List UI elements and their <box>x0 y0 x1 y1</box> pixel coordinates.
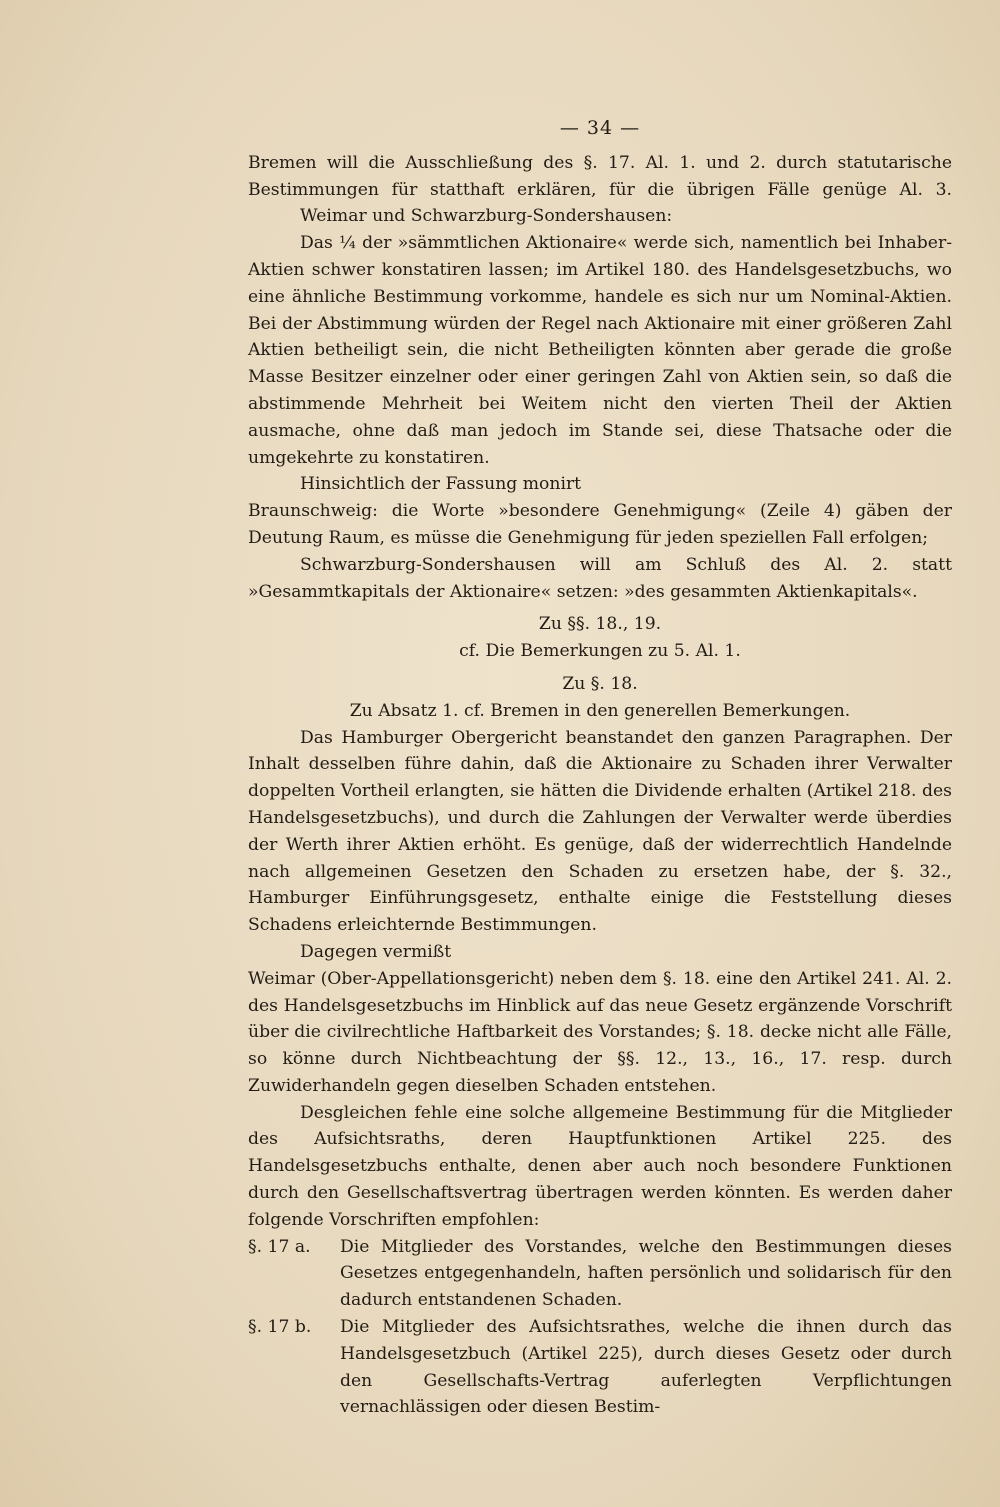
paragraph-weimar-heading: Weimar und Schwarzburg-Sondershausen: <box>300 206 673 227</box>
heading-zu-18-19: Zu §§. 18., 19. <box>538 614 662 635</box>
paragraph-dagegen: Dagegen vermißt <box>300 941 452 962</box>
paragraph-hamburger-obergericht: Das Hamburger Obergericht beanstandet den ganzen Paragraphen. Der Inhalt desselben führe dahin, daß die Aktionaire zu Schaden ihrer Verwalter doppelten Vortheil erlangten, sie hätten die Dividende erhalten (Artikel 218. des Handelsgesetzbuchs), und durch die Zahlungen der Verwalter werde überdies der Werth ihrer Aktien erhöht. Es genüge, daß der widerrechtlich Handelnde nach allgemeinen Gesetzen den Schaden zu ersetzen habe, der §. 32., Hamburger Einführungsgesetz, enthalte einige die Feststellung dieses Schadens erleichternde Bestimmungen. <box>248 727 952 936</box>
paragraph-braunschweig: Braunschweig: die Worte »besondere Genehmigung« (Zeile 4) gäben der Deutung Raum, es müsse die Genehmigung für jeden speziellen Fall erfolgen; <box>248 501 952 548</box>
paragraph-desgleichen: Desgleichen fehle eine solche allgemeine Bestimmung für die Mitglieder des Aufsichtsraths, deren Hauptfunktionen Artikel 225. des Handelsgesetzbuchs enthalte, denen aber auch noch besondere Funktionen durch den Gesellschaftsvertrag übertragen werden könnten. Es werden daher folgende Vorschriften empfohlen: <box>248 1102 952 1230</box>
paragraph-fassung: Hinsichtlich der Fassung monirt <box>300 474 582 495</box>
page-number: — 34 — <box>559 117 641 139</box>
section-17a <box>248 1234 952 1314</box>
crossref-bemerkungen: cf. Die Bemerkungen zu 5. Al. 1. <box>459 641 741 662</box>
paragraph-bremen: Bremen will die Ausschließung des §. 17. Al. 1. und 2. durch statutarische Bestimmungen für statthaft erklären, für die übrigen Fälle genüge Al. 3. <box>248 152 952 200</box>
paragraph-weimar-oag: Weimar (Ober-Appellationsgericht) neben dem §. 18. eine den Artikel 241. Al. 2. des Handelsgesetzbuchs im Hinblick auf das neue Gesetz ergänzende Vorschrift über die civilrechtliche Haftbarkeit des Vorstandes; §. 18. decke nicht alle Fälle, so könne durch Nichtbeachtung der §§. 12., 13., 16., 17. resp. durch Zuwiderhandeln gegen dieselben Schaden entstehen. <box>248 968 952 1096</box>
section-text: Die Mitglieder des Vorstandes, welche den Bestimmungen dieses Gesetzes entgegenhandeln, haften persönlich und solidarisch für den dadurch entstandenen Schaden. <box>340 1236 952 1311</box>
paragraph-weimar-body: Das ¼ der »sämmtlichen Aktionaire« werde sich, namentlich bei Inhaber-Aktien schwer konstatiren lassen; im Artikel 180. des Handelsgesetzbuchs, wo eine ähnliche Bestimmung vorkomme, handele es sich nur um Nominal-Aktien. Bei der Abstimmung würden der Regel nach Aktionaire mit einer größeren Zahl Aktien betheiligt sein, die nicht Betheiligten könnten aber gerade die große Masse Besitzer einzelner oder einer geringen Zahl von Aktien sein, so daß die abstimmende Mehrheit bei Weitem nicht den vierten Theil der Aktien ausmache, ohne daß man jedoch im Stande sei, diese Thatsache oder die umgekehrte zu konstatiren. <box>248 233 952 468</box>
section-number: §. 17 b. <box>248 1317 312 1338</box>
section-17b <box>248 1314 952 1421</box>
heading-zu-18: Zu §. 18. <box>562 673 638 694</box>
paragraph-schwarzburg: Schwarzburg-Sondershausen will am Schluß des Al. 2. statt »Gesammtkapitals der Aktionaire« setzen: »des gesammten Aktienkapitals«. <box>248 554 952 602</box>
text-block <box>248 115 952 1421</box>
crossref-absatz-1: Zu Absatz 1. cf. Bremen in den generellen Bemerkungen. <box>349 700 851 721</box>
section-text: Die Mitglieder des Aufsichtsrathes, welche die ihnen durch das Handelsgesetzbuch (Artikel 225), durch dieses Gesetz oder durch den Gesellschafts-Vertrag auferlegten Verpflichtungen vernachlässigen oder diesen Bestim- <box>340 1317 952 1418</box>
section-number: §. 17 a. <box>248 1236 311 1257</box>
